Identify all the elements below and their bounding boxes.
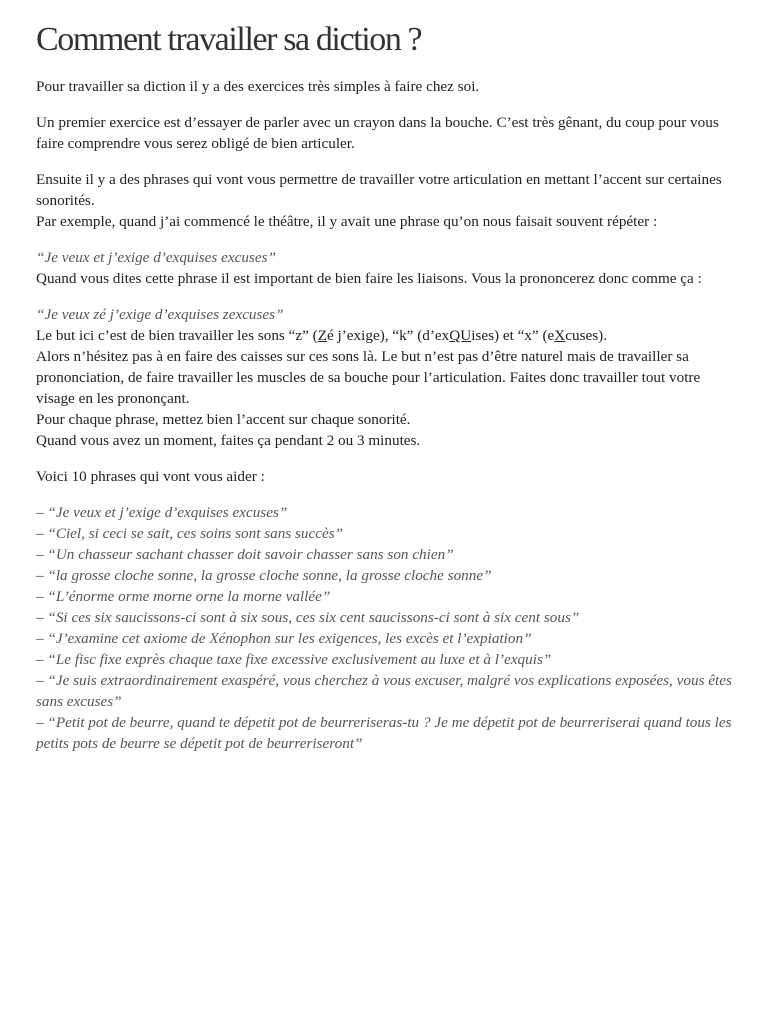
dash-bullet: – (36, 714, 44, 731)
sounds-text-part: é j’exige), “k” (d’ex (326, 327, 450, 344)
list-item (36, 544, 736, 565)
page-title: Comment travailler sa diction ? (36, 21, 422, 58)
articulation-text: Ensuite il y a des phrases qui vont vous permettre de travailler votre articulation en mettant l’accent sur certaines sonorités. (36, 171, 722, 209)
underlined-sound-qu: QU (449, 327, 472, 344)
phrase-list (36, 502, 736, 754)
dash-bullet: – (36, 651, 44, 668)
list-item (36, 565, 736, 586)
dash-bullet: – (36, 504, 44, 521)
dash-bullet: – (36, 567, 44, 584)
duration-text: Quand vous avez un moment, faites ça pendant 2 ou 3 minutes. (36, 432, 421, 449)
list-item (36, 502, 736, 523)
list-item (36, 670, 736, 712)
underlined-sound-z: Z (317, 327, 327, 344)
list-item (36, 628, 736, 649)
exercise-paragraph: Un premier exercice est d’essayer de parler avec un crayon dans la bouche. C’est très gênant, du coup pour vous faire comprendre vous serez obligé de bien articuler. (36, 114, 719, 152)
list-intro: Voici 10 phrases qui vont vous aider : (36, 468, 265, 485)
dash-bullet: – (36, 525, 44, 542)
phrase-text: “Le fisc fixe exprès chaque taxe fixe excessive exclusivement au luxe et à l’exquis” (47, 651, 552, 668)
articulation-paragraph (36, 169, 736, 232)
sounds-text-part: Le but ici c’est de bien travailler les sons “z” ( (36, 327, 318, 344)
phrase-text: “Si ces six saucissons-ci sont à six sous, ces six cent saucissons-ci sont à six cent sous” (47, 609, 580, 626)
phrase-text: “L’énorme orme morne orne la morne vallée” (47, 588, 331, 605)
pronunciation-paragraph (36, 304, 736, 451)
phrase-text: “J’examine cet axiome de Xénophon sur les exigences, les excès et l’expiation” (47, 630, 532, 647)
example-intro-text: Par exemple, quand j’ai commencé le théâtre, il y avait une phrase qu’on nous faisait souvent répéter : (36, 213, 658, 230)
intro-paragraph: Pour travailler sa diction il y a des exercices très simples à faire chez soi. (36, 78, 480, 95)
dash-bullet: – (36, 630, 44, 647)
dash-bullet: – (36, 672, 44, 689)
phrase-text: “Petit pot de beurre, quand te dépetit pot de beurreriseras-tu ? Je me dépetit pot de beurreriserai quand tous les petits pots de beurre se dépetit pot de beurreriseront” (36, 714, 732, 752)
list-item (36, 607, 736, 628)
phrase-text: “Un chasseur sachant chasser doit savoir chasser sans son chien” (47, 546, 454, 563)
underlined-sound-x: X (554, 327, 566, 344)
sounds-text-part: cuses). (565, 327, 608, 344)
muscles-text: Alors n’hésitez pas à en faire des caisses sur ces sons là. Le but n’est pas d’être naturel mais de travailler sa prononciation, de faire travailler les muscles de sa bouche pour l’articulation. Faites donc travailler tout votre visage en les prononçant. (36, 348, 701, 407)
list-item (36, 649, 736, 670)
dash-bullet: – (36, 609, 44, 626)
liaison-text: Quand vous dites cette phrase il est important de bien faire les liaisons. Vous la prononcerez donc comme ça : (36, 270, 702, 287)
dash-bullet: – (36, 546, 44, 563)
list-item (36, 712, 736, 754)
example-quote: “Je veux et j’exige d’exquises excuses” (36, 249, 276, 266)
phrase-text: “Je veux et j’exige d’exquises excuses” (47, 504, 288, 521)
sounds-text-part: ises) et “x” (e (471, 327, 555, 344)
sounds-text (36, 325, 736, 346)
list-item (36, 586, 736, 607)
accent-text: Pour chaque phrase, mettez bien l’accent sur chaque sonorité. (36, 411, 411, 428)
phrase-text: “la grosse cloche sonne, la grosse cloche sonne, la grosse cloche sonne” (47, 567, 492, 584)
pronunciation-quote: “Je veux zé j’exige d’exquises zexcuses” (36, 306, 284, 323)
dash-bullet: – (36, 588, 44, 605)
example-paragraph (36, 247, 736, 289)
phrase-text: “Je suis extraordinairement exaspéré, vous cherchez à vous excuser, malgré vos explications exposées, vous êtes sans excuses” (36, 672, 732, 710)
phrase-text: “Ciel, si ceci se sait, ces soins sont sans succès” (47, 525, 344, 542)
article (36, 18, 736, 754)
list-item (36, 523, 736, 544)
